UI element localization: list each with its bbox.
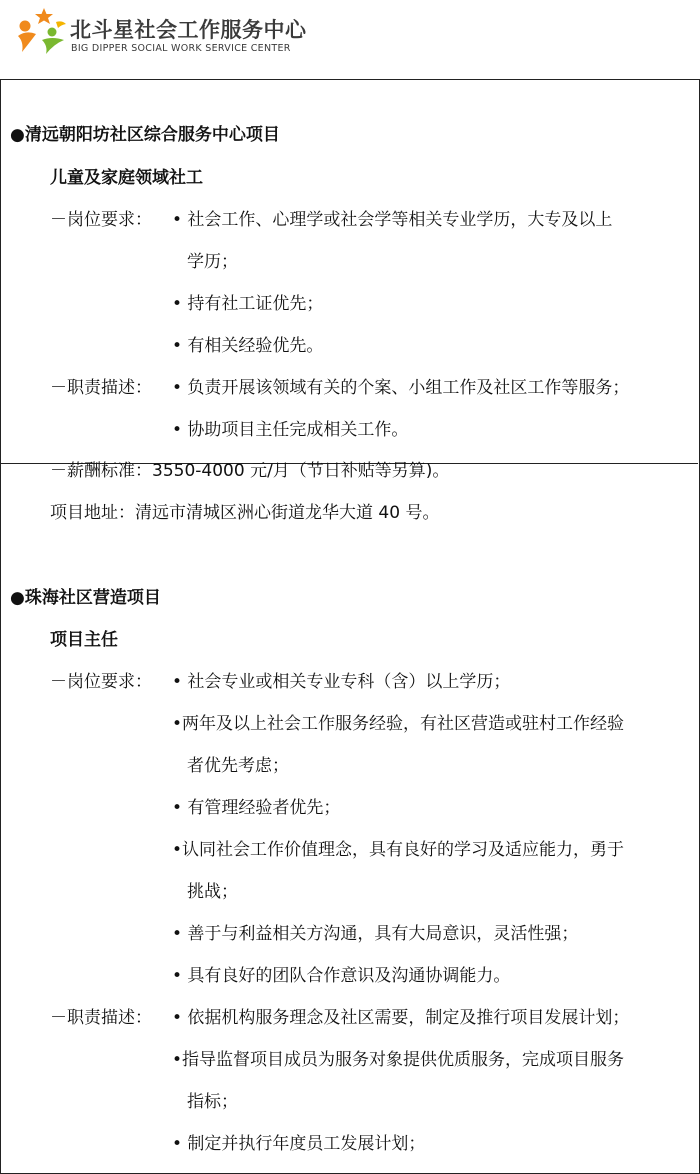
logo-icon — [12, 6, 68, 58]
org-name-cn: 北斗星社会工作服务中心 — [70, 18, 307, 42]
duties-label: －职责描述： — [50, 378, 152, 398]
duty-item-continued: 指标； — [187, 1092, 238, 1112]
requirement-item: • 有相关经验优先。 — [172, 336, 324, 356]
duty-item: • 负责开展该领域有关的个案、小组工作及社区工作等服务； — [172, 378, 630, 398]
header — [0, 0, 700, 80]
requirement-item-continued: 者优先考虑； — [187, 756, 289, 776]
requirement-item: •认同社会工作价值理念，具有良好的学习及适应能力，勇于 — [172, 840, 625, 860]
role-title: 项目主任 — [50, 630, 118, 650]
requirement-item: • 善于与利益相关方沟通，具有大局意识，灵活性强； — [172, 924, 579, 944]
project-title: ●珠海社区营造项目 — [10, 588, 161, 608]
requirement-item-continued: 挑战； — [187, 882, 238, 902]
duty-item: • 制定并执行年度员工发展计划； — [172, 1134, 426, 1154]
salary-line: －薪酬标准：3550-4000 元/月（节日补贴等另算)。 — [50, 461, 450, 481]
org-name-en: BIG DIPPER SOCIAL WORK SERVICE CENTER — [71, 43, 291, 54]
requirement-item: • 有管理经验者优先； — [172, 798, 341, 818]
address-line: 项目地址：清远市清城区洲心街道龙华大道 40 号。 — [50, 503, 440, 523]
requirement-item: •两年及以上社会工作服务经验，有社区营造或驻村工作经验 — [172, 714, 625, 734]
requirement-item: • 社会工作、心理学或社会学等相关专业学历，大专及以上 — [172, 210, 613, 230]
duty-item: •指导监督项目成员为服务对象提供优质服务，完成项目服务 — [172, 1050, 625, 1070]
requirements-label: －岗位要求： — [50, 210, 152, 230]
duty-item: • 依据机构服务理念及社区需要，制定及推行项目发展计划； — [172, 1008, 630, 1028]
project-title: ●清远朝阳坊社区综合服务中心项目 — [10, 125, 280, 145]
requirement-item: • 社会专业或相关专业专科（含）以上学历； — [172, 672, 511, 692]
requirement-item-continued: 学历； — [187, 252, 238, 272]
requirement-item: • 具有良好的团队合作意识及沟通协调能力。 — [172, 966, 511, 986]
duty-item: • 协助项目主任完成相关工作。 — [172, 420, 409, 440]
duties-label: －职责描述： — [50, 1008, 152, 1028]
role-title: 儿童及家庭领域社工 — [50, 168, 203, 188]
requirement-item: • 持有社工证优先； — [172, 294, 324, 314]
requirements-label: －岗位要求： — [50, 672, 152, 692]
